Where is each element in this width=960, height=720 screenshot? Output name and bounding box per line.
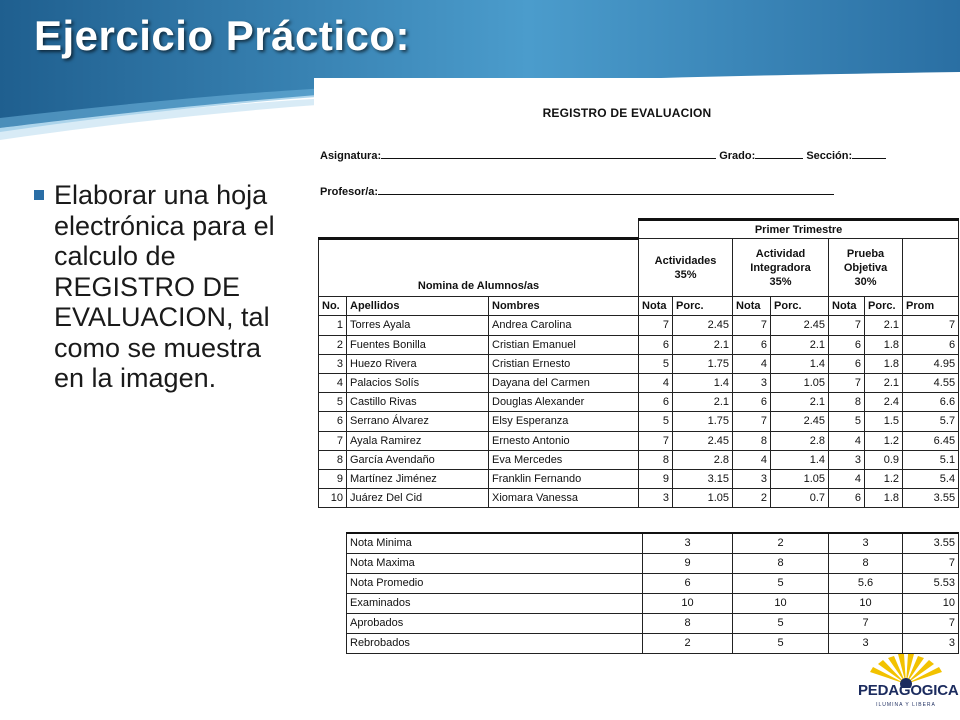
- nomina-header: Nomina de Alumnos/as: [319, 239, 639, 297]
- table-cell: 9: [639, 469, 673, 488]
- table-cell: 4: [733, 450, 771, 469]
- table-cell: 2: [733, 489, 771, 508]
- table-cell: 3.55: [903, 489, 959, 508]
- table-cell: 6: [733, 393, 771, 412]
- table-cell: 8: [829, 393, 865, 412]
- table-cell: 6: [903, 335, 959, 354]
- table-cell: 7: [829, 373, 865, 392]
- table-cell: Palacios Solís: [347, 373, 489, 392]
- table-cell: Elsy Esperanza: [489, 412, 639, 431]
- table-cell: García Avendaño: [347, 450, 489, 469]
- stats-cell: 5: [733, 633, 829, 653]
- stats-cell: 10: [643, 593, 733, 613]
- stats-row: [347, 573, 959, 593]
- table-cell: Cristian Emanuel: [489, 335, 639, 354]
- table-cell: 3: [639, 489, 673, 508]
- table-cell: 2.45: [673, 431, 733, 450]
- table-cell: 4.55: [903, 373, 959, 392]
- table-cell: 1.4: [771, 450, 829, 469]
- table-cell: 5: [319, 393, 347, 412]
- column-header-row: [319, 297, 959, 316]
- table-cell: 5: [639, 412, 673, 431]
- table-cell: 2.1: [771, 393, 829, 412]
- table-cell: 1.5: [865, 412, 903, 431]
- integradora-header: Actividad Integradora 35%: [733, 239, 829, 297]
- slide-title: Ejercicio Práctico:: [34, 12, 410, 59]
- stats-cell: 3: [829, 633, 903, 653]
- table-cell: 10: [319, 489, 347, 508]
- stats-cell: 10: [733, 593, 829, 613]
- grades-table: [318, 218, 959, 508]
- stats-row: [347, 593, 959, 613]
- table-cell: 7: [903, 316, 959, 335]
- table-cell: Dayana del Carmen: [489, 373, 639, 392]
- table-cell: Ernesto Antonio: [489, 431, 639, 450]
- stats-cell: Rebrobados: [347, 633, 643, 653]
- table-cell: 1.8: [865, 335, 903, 354]
- table-cell: 1.05: [673, 489, 733, 508]
- table-cell: 6.45: [903, 431, 959, 450]
- table-cell: 1.4: [673, 373, 733, 392]
- bullet-text: Elaborar una hoja electrónica para el calculo de REGISTRO DE EVALUACION, tal como se muestra en la imagen.: [54, 180, 275, 393]
- actividades-header: Actividades 35%: [639, 239, 733, 297]
- table-cell: 1.4: [771, 354, 829, 373]
- table-cell: 4: [829, 431, 865, 450]
- table-cell: Torres Ayala: [347, 316, 489, 335]
- table-cell: 7: [733, 316, 771, 335]
- table-cell: 2.1: [771, 335, 829, 354]
- grado-label: Grado:: [719, 150, 756, 162]
- stats-row: [347, 533, 959, 553]
- stats-cell: Nota Maxima: [347, 553, 643, 573]
- col-nota-pru: Nota: [829, 297, 865, 316]
- table-cell: 1.05: [771, 373, 829, 392]
- stats-cell: 3: [643, 533, 733, 553]
- table-cell: 6: [829, 335, 865, 354]
- stats-row: [347, 613, 959, 633]
- table-cell: Juárez Del Cid: [347, 489, 489, 508]
- stats-cell: 7: [903, 613, 959, 633]
- table-cell: 5.1: [903, 450, 959, 469]
- stats-cell: Nota Promedio: [347, 573, 643, 593]
- stats-cell: 6: [643, 573, 733, 593]
- table-cell: Castillo Rivas: [347, 393, 489, 412]
- stats-row: [347, 633, 959, 653]
- stats-cell: 8: [829, 553, 903, 573]
- col-apellidos: Apellidos: [347, 297, 489, 316]
- table-cell: 4: [319, 373, 347, 392]
- stats-cell: 8: [643, 613, 733, 633]
- table-row: [319, 393, 959, 412]
- table-cell: 8: [319, 450, 347, 469]
- table-row: [319, 450, 959, 469]
- table-cell: Xiomara Vanessa: [489, 489, 639, 508]
- table-cell: 1.75: [673, 354, 733, 373]
- table-cell: 8: [733, 431, 771, 450]
- table-cell: 2.1: [673, 393, 733, 412]
- table-cell: 5.4: [903, 469, 959, 488]
- table-cell: 6: [639, 335, 673, 354]
- table-cell: Serrano Álvarez: [347, 412, 489, 431]
- table-cell: 3: [829, 450, 865, 469]
- table-cell: 2.45: [771, 412, 829, 431]
- table-cell: 2.8: [673, 450, 733, 469]
- table-cell: 7: [319, 431, 347, 450]
- table-row: [319, 469, 959, 488]
- col-porc-act: Porc.: [673, 297, 733, 316]
- profesor-label: Profesor/a:: [320, 186, 379, 198]
- table-cell: 1.2: [865, 431, 903, 450]
- table-cell: 5: [829, 412, 865, 431]
- asignatura-line: [320, 148, 886, 162]
- table-cell: 3: [733, 373, 771, 392]
- table-row: [319, 412, 959, 431]
- col-no: No.: [319, 297, 347, 316]
- stats-cell: 3.55: [903, 533, 959, 553]
- col-nota-act: Nota: [639, 297, 673, 316]
- prueba-header: Prueba Objetiva 30%: [829, 239, 903, 297]
- stats-cell: 10: [903, 593, 959, 613]
- table-cell: 3.15: [673, 469, 733, 488]
- table-cell: 4: [639, 373, 673, 392]
- table-cell: 2: [319, 335, 347, 354]
- logo-tagline: ILUMINA Y LIBERA: [876, 702, 936, 708]
- table-cell: 9: [319, 469, 347, 488]
- stats-table: [346, 532, 959, 654]
- table-cell: 1.05: [771, 469, 829, 488]
- table-cell: Franklin Fernando: [489, 469, 639, 488]
- table-cell: Douglas Alexander: [489, 393, 639, 412]
- table-cell: Fuentes Bonilla: [347, 335, 489, 354]
- prom-spacer: [903, 239, 959, 297]
- stats-body: [347, 533, 959, 653]
- table-cell: 1.2: [865, 469, 903, 488]
- table-cell: Cristian Ernesto: [489, 354, 639, 373]
- stats-cell: 5.53: [903, 573, 959, 593]
- table-cell: 1.8: [865, 354, 903, 373]
- table-cell: Eva Mercedes: [489, 450, 639, 469]
- pedagogica-logo: [858, 654, 959, 716]
- table-cell: 4: [829, 469, 865, 488]
- stats-cell: 3: [829, 533, 903, 553]
- table-row: [319, 354, 959, 373]
- seccion-label: Sección:: [806, 150, 853, 162]
- col-porc-pru: Porc.: [865, 297, 903, 316]
- table-cell: 1.8: [865, 489, 903, 508]
- table-row: [319, 489, 959, 508]
- table-row: [319, 373, 959, 392]
- table-cell: 7: [639, 431, 673, 450]
- table-cell: 7: [733, 412, 771, 431]
- table-row: [319, 335, 959, 354]
- table-cell: 0.9: [865, 450, 903, 469]
- spreadsheet-image: [314, 78, 960, 678]
- stats-cell: Examinados: [347, 593, 643, 613]
- table-cell: 6.6: [903, 393, 959, 412]
- table-cell: 2.1: [865, 373, 903, 392]
- stats-cell: 9: [643, 553, 733, 573]
- trimester-header: Primer Trimestre: [639, 220, 959, 239]
- table-row: [319, 431, 959, 450]
- profesor-line: [320, 184, 834, 198]
- stats-cell: 7: [903, 553, 959, 573]
- stats-cell: 8: [733, 553, 829, 573]
- table-cell: 3: [319, 354, 347, 373]
- col-nota-int: Nota: [733, 297, 771, 316]
- bullet-item: [34, 180, 284, 394]
- table-cell: 6: [829, 354, 865, 373]
- table-cell: 7: [829, 316, 865, 335]
- table-cell: 2.8: [771, 431, 829, 450]
- stats-cell: Aprobados: [347, 613, 643, 633]
- logo-wordmark: PEDAGOGICA: [858, 682, 959, 699]
- table-cell: 4.95: [903, 354, 959, 373]
- table-cell: Ayala Ramirez: [347, 431, 489, 450]
- col-nombres: Nombres: [489, 297, 639, 316]
- table-cell: 2.1: [865, 316, 903, 335]
- grades-body: [319, 316, 959, 508]
- stats-cell: 2: [643, 633, 733, 653]
- table-cell: 8: [639, 450, 673, 469]
- table-cell: 6: [319, 412, 347, 431]
- table-cell: Andrea Carolina: [489, 316, 639, 335]
- stats-cell: 7: [829, 613, 903, 633]
- register-title: REGISTRO DE EVALUACION: [542, 106, 712, 120]
- stats-cell: 10: [829, 593, 903, 613]
- table-cell: 6: [733, 335, 771, 354]
- stats-cell: 5.6: [829, 573, 903, 593]
- table-cell: 2.45: [673, 316, 733, 335]
- col-porc-int: Porc.: [771, 297, 829, 316]
- table-cell: 4: [733, 354, 771, 373]
- table-cell: 2.45: [771, 316, 829, 335]
- table-cell: 0.7: [771, 489, 829, 508]
- table-cell: Martínez Jiménez: [347, 469, 489, 488]
- stats-cell: 5: [733, 613, 829, 633]
- table-cell: 2.1: [673, 335, 733, 354]
- table-cell: 6: [639, 393, 673, 412]
- table-cell: 2.4: [865, 393, 903, 412]
- col-prom: Prom: [903, 297, 959, 316]
- table-cell: 5.7: [903, 412, 959, 431]
- asignatura-label: Asignatura:: [320, 150, 382, 162]
- stats-row: [347, 553, 959, 573]
- table-cell: 6: [829, 489, 865, 508]
- stats-cell: 5: [733, 573, 829, 593]
- stats-cell: Nota Minima: [347, 533, 643, 553]
- table-cell: 7: [639, 316, 673, 335]
- square-bullet-icon: [34, 190, 44, 200]
- table-cell: 3: [733, 469, 771, 488]
- table-cell: 1.75: [673, 412, 733, 431]
- table-cell: 5: [639, 354, 673, 373]
- stats-cell: 2: [733, 533, 829, 553]
- table-cell: Huezo Rivera: [347, 354, 489, 373]
- table-row: [319, 316, 959, 335]
- stats-cell: 3: [903, 633, 959, 653]
- table-cell: 1: [319, 316, 347, 335]
